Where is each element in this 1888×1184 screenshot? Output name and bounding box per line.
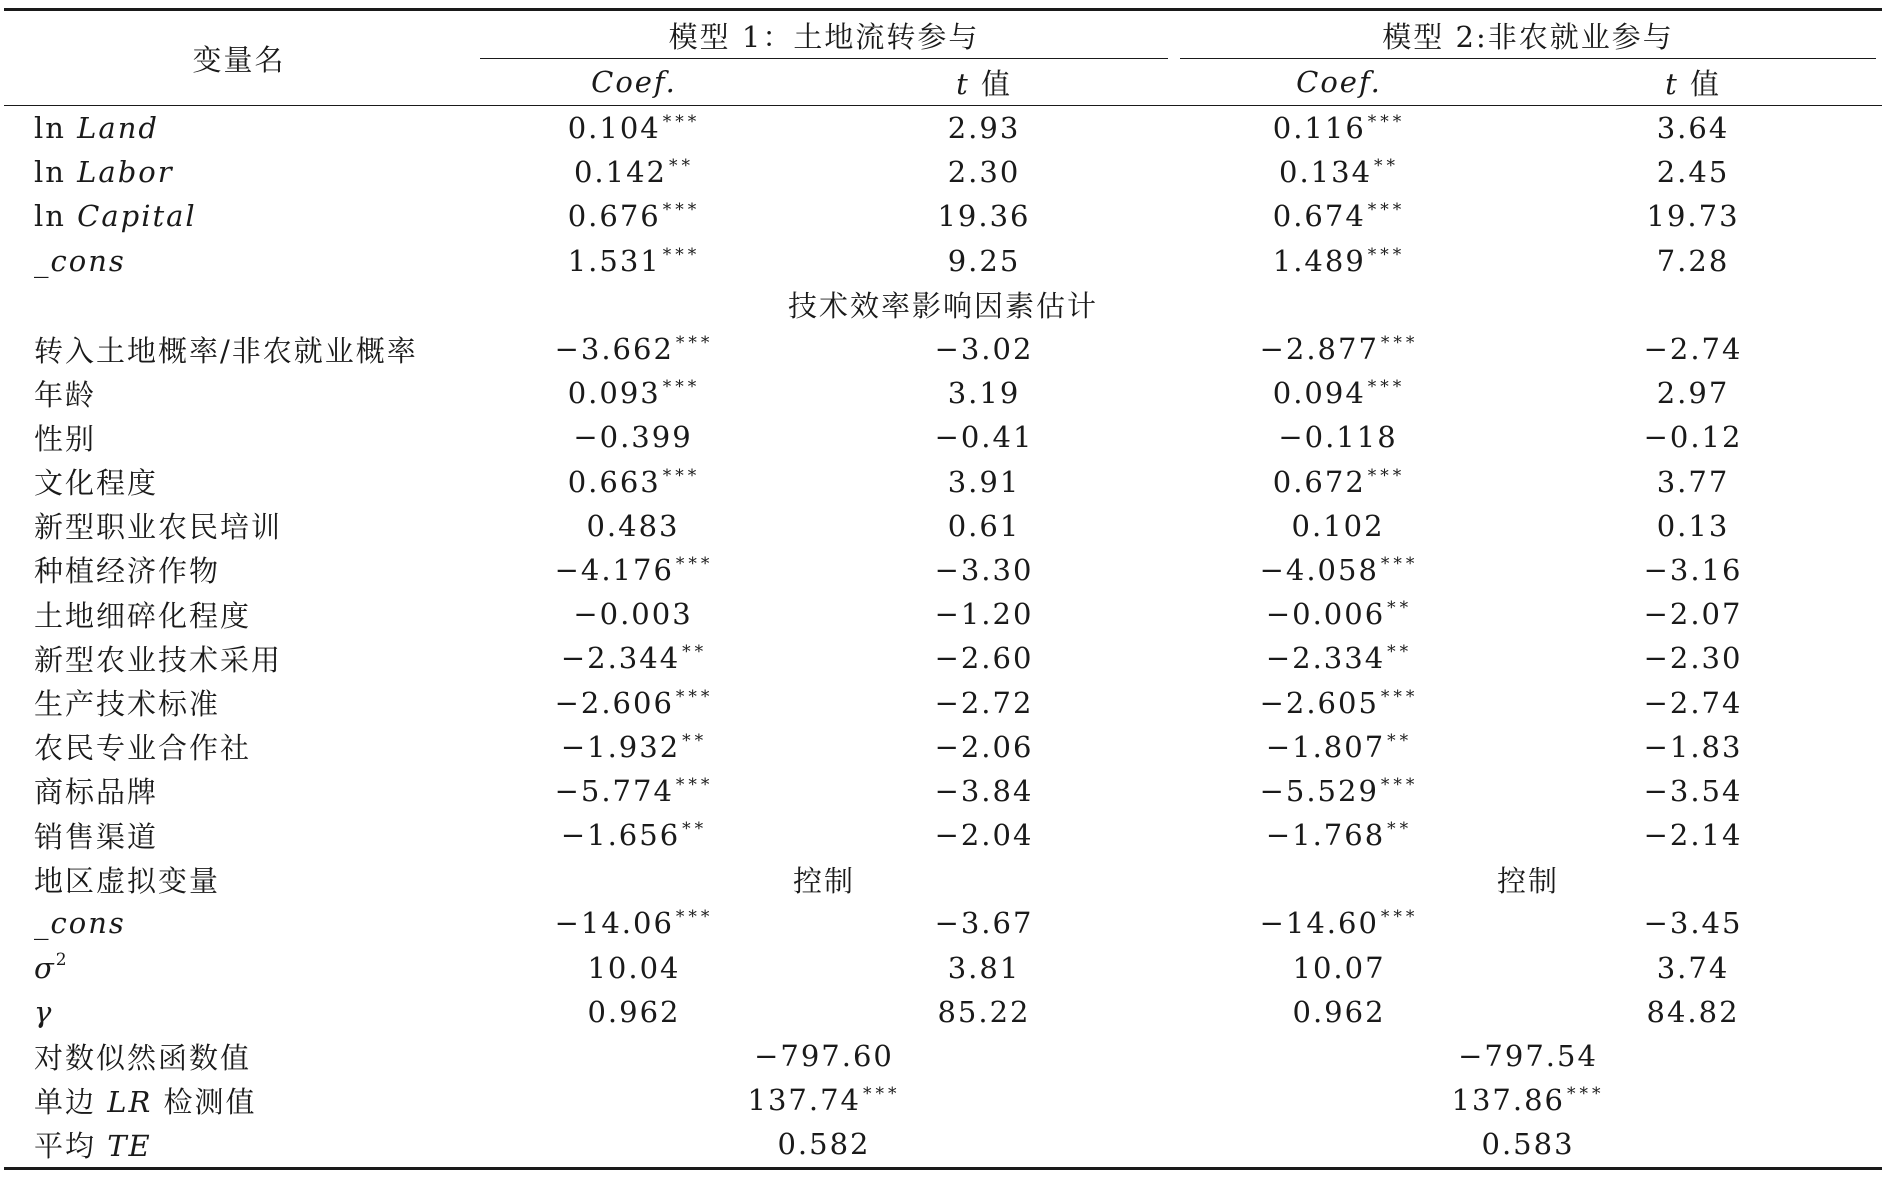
model2-coef: −4.058 ***: [1259, 552, 1419, 587]
table-row: [4, 680, 1882, 724]
row-label: _cons: [34, 906, 126, 941]
model2-t: 7.28: [1656, 243, 1730, 278]
model2-coef: 10.07: [1292, 950, 1386, 985]
section-title-row: [4, 283, 1882, 327]
row-label: $\sigma^2$: [34, 950, 69, 986]
model2-t: −1.83: [1643, 729, 1743, 764]
model1-t: −0.41: [934, 420, 1034, 455]
table-row: [4, 769, 1882, 813]
model2-t: 2.97: [1656, 376, 1730, 411]
model1-header: [474, 10, 1174, 60]
model1-t-header: [794, 59, 1174, 106]
model2-coef: −2.334 **: [1265, 641, 1413, 676]
model1-coef: 10.04: [587, 950, 681, 985]
section-title: 技术效率影响因素估计: [788, 289, 1099, 324]
table-row: [4, 239, 1882, 283]
table-row: [4, 460, 1882, 504]
coef-label: Coef.: [1296, 65, 1382, 99]
row-label: 文化程度: [34, 466, 159, 501]
model1-coef: −3.662 ***: [554, 332, 714, 367]
model2-t: −2.07: [1643, 597, 1743, 632]
regression-table: [4, 8, 1882, 1170]
model2-coef: −1.807 **: [1265, 729, 1413, 764]
model2-coef: −0.006 **: [1265, 597, 1413, 632]
model1-coef-header: [474, 59, 794, 106]
model1-coef: 0.663 ***: [567, 464, 701, 499]
model2-t: −0.12: [1643, 420, 1743, 455]
model1-coef: 1.531 ***: [567, 243, 701, 278]
table-row: [4, 415, 1882, 459]
model2-coef: −1.768 **: [1265, 818, 1413, 853]
table-row-sigma: [4, 946, 1882, 990]
model1-t: −3.02: [934, 332, 1034, 367]
row-label: 年龄: [34, 377, 97, 412]
table-row-lr: [4, 1078, 1882, 1122]
inefficiency-section: [4, 327, 1882, 857]
table-row-loglik: [4, 1034, 1882, 1078]
model1-t: −2.72: [934, 685, 1034, 720]
model1-coef: 0.104 ***: [567, 111, 701, 146]
row-label: 新型职业农民培训: [34, 510, 283, 545]
t-letter: t: [956, 66, 970, 101]
model1-te: 0.582: [777, 1127, 871, 1162]
model2-t: 3.74: [1656, 950, 1730, 985]
model1-t: 3.81: [947, 950, 1021, 985]
row-label: 对数似然函数值: [34, 1040, 252, 1075]
table-row: [4, 371, 1882, 415]
model2-coef: 0.672 ***: [1272, 464, 1406, 499]
model2-t-header: [1504, 59, 1882, 106]
row-label: ln Labor: [34, 155, 174, 190]
row-label: ln Capital: [34, 199, 197, 234]
model2-coef: 0.962: [1292, 994, 1386, 1029]
model2-t: −2.14: [1643, 818, 1743, 853]
model2-title: 模型 2:非农就业参与: [1382, 19, 1674, 54]
model2-coef: 0.134 **: [1279, 155, 1400, 190]
model2-t: −3.54: [1643, 773, 1743, 808]
model2-coef: 0.102: [1291, 508, 1385, 543]
row-label: γ: [34, 994, 54, 1029]
model2-header: [1174, 10, 1882, 60]
t-word: 值: [1689, 66, 1721, 101]
model1-t: −3.67: [934, 906, 1034, 941]
model2-t: 3.77: [1656, 464, 1730, 499]
model1-t: 3.91: [947, 464, 1021, 499]
model1-coef: −1.932 **: [560, 729, 708, 764]
model1-loglik: −797.60: [754, 1039, 894, 1074]
model2-coef: 0.674 ***: [1272, 199, 1406, 234]
model1-t: 2.93: [947, 111, 1021, 146]
model1-coef: −0.399: [573, 420, 693, 455]
model2-coef: −5.529 ***: [1259, 773, 1419, 808]
model1-t: −1.20: [934, 597, 1034, 632]
row-label: 土地细碎化程度: [34, 598, 252, 633]
model1-title: 模型 1：土地流转参与: [668, 19, 980, 54]
model2-coef: 1.489 ***: [1272, 243, 1406, 278]
table-row: [4, 548, 1882, 592]
frontier-section: [4, 106, 1882, 283]
model2-coef: −0.118: [1278, 420, 1398, 455]
model1-coef: −14.06 ***: [554, 906, 714, 941]
model1-coef: 0.962: [587, 994, 681, 1029]
header-row-models: [4, 10, 1882, 60]
model2-lr: 137.86 ***: [1451, 1083, 1605, 1118]
table-row: [4, 327, 1882, 371]
coef-label: Coef.: [591, 65, 677, 99]
model1-coef: 0.676 ***: [567, 199, 701, 234]
model2-t: 3.64: [1656, 111, 1730, 146]
model2-coef: 0.094 ***: [1272, 376, 1406, 411]
model1-t: 2.30: [947, 155, 1021, 190]
t-letter: t: [1665, 66, 1679, 101]
model1-coef: 0.093 ***: [567, 376, 701, 411]
table-row: [4, 813, 1882, 857]
model1-t: −2.04: [934, 818, 1034, 853]
model1-t: 3.19: [947, 376, 1021, 411]
model2-coef: 0.116 ***: [1272, 111, 1406, 146]
model2-t: 84.82: [1646, 994, 1740, 1029]
model1-t: 0.61: [947, 508, 1021, 543]
model2-t: 2.45: [1656, 155, 1730, 190]
model2-loglik: −797.54: [1458, 1039, 1598, 1074]
model2-coef: −14.60 ***: [1259, 906, 1419, 941]
model2-coef: −2.605 ***: [1259, 685, 1419, 720]
row-label: 转入土地概率/非农就业概率: [34, 333, 418, 368]
model1-coef: −5.774 ***: [554, 773, 714, 808]
model1-coef: −2.606 ***: [554, 685, 714, 720]
model1-coef: −0.003: [573, 597, 693, 632]
model2-control: 控制: [1497, 863, 1560, 898]
table-row-cons: [4, 901, 1882, 945]
model1-coef: 0.142 **: [573, 155, 695, 190]
model1-t: 9.25: [947, 243, 1021, 278]
table-row-gamma: [4, 990, 1882, 1034]
row-label: 商标品牌: [34, 775, 159, 810]
model2-t: −3.45: [1643, 906, 1743, 941]
row-label: 农民专业合作社: [34, 731, 252, 766]
row-label: 新型农业技术采用: [34, 642, 283, 677]
model2-t: −3.16: [1643, 552, 1743, 587]
model1-coef: 0.483: [586, 508, 680, 543]
model2-t: −2.74: [1643, 332, 1743, 367]
model1-lr: 137.74 ***: [747, 1083, 901, 1118]
model1-coef: −2.344 **: [560, 641, 708, 676]
model1-t: −3.84: [934, 773, 1034, 808]
row-label: 种植经济作物: [34, 554, 221, 589]
row-label: ln Land: [34, 111, 159, 146]
model2-t: 19.73: [1646, 199, 1740, 234]
model2-t: −2.30: [1643, 641, 1743, 676]
table-row-region: [4, 857, 1882, 901]
model2-te: 0.583: [1481, 1127, 1575, 1162]
table-row: [4, 592, 1882, 636]
model2-t: 0.13: [1656, 508, 1730, 543]
model1-coef: −4.176 ***: [554, 552, 714, 587]
row-label: 单边 LR 检测值: [34, 1084, 257, 1119]
t-word: 值: [980, 66, 1012, 101]
model1-control: 控制: [793, 863, 856, 898]
row-label: 销售渠道: [34, 819, 159, 854]
variable-name-header: 变量名: [4, 10, 474, 106]
model1-t: −2.06: [934, 729, 1034, 764]
row-label: _cons: [34, 243, 126, 278]
model2-t: −2.74: [1643, 685, 1743, 720]
model2-coef: −2.877 ***: [1259, 332, 1419, 367]
table-row: [4, 725, 1882, 769]
model2-coef-header: [1174, 59, 1504, 106]
row-label: 地区虚拟变量: [34, 863, 221, 898]
table-row: [4, 194, 1882, 238]
table-row: [4, 636, 1882, 680]
table-row: [4, 150, 1882, 194]
model1-t: −2.60: [934, 641, 1034, 676]
model1-t: 19.36: [937, 199, 1031, 234]
table-row: [4, 504, 1882, 548]
model1-coef: −1.656 **: [560, 818, 708, 853]
model1-t: −3.30: [934, 552, 1034, 587]
table-row: [4, 106, 1882, 151]
table-row-te: [4, 1122, 1882, 1168]
row-label: 性别: [34, 421, 97, 456]
row-label: 生产技术标准: [34, 687, 221, 722]
row-label: 平均 TE: [34, 1128, 152, 1163]
model1-t: 85.22: [937, 994, 1031, 1029]
